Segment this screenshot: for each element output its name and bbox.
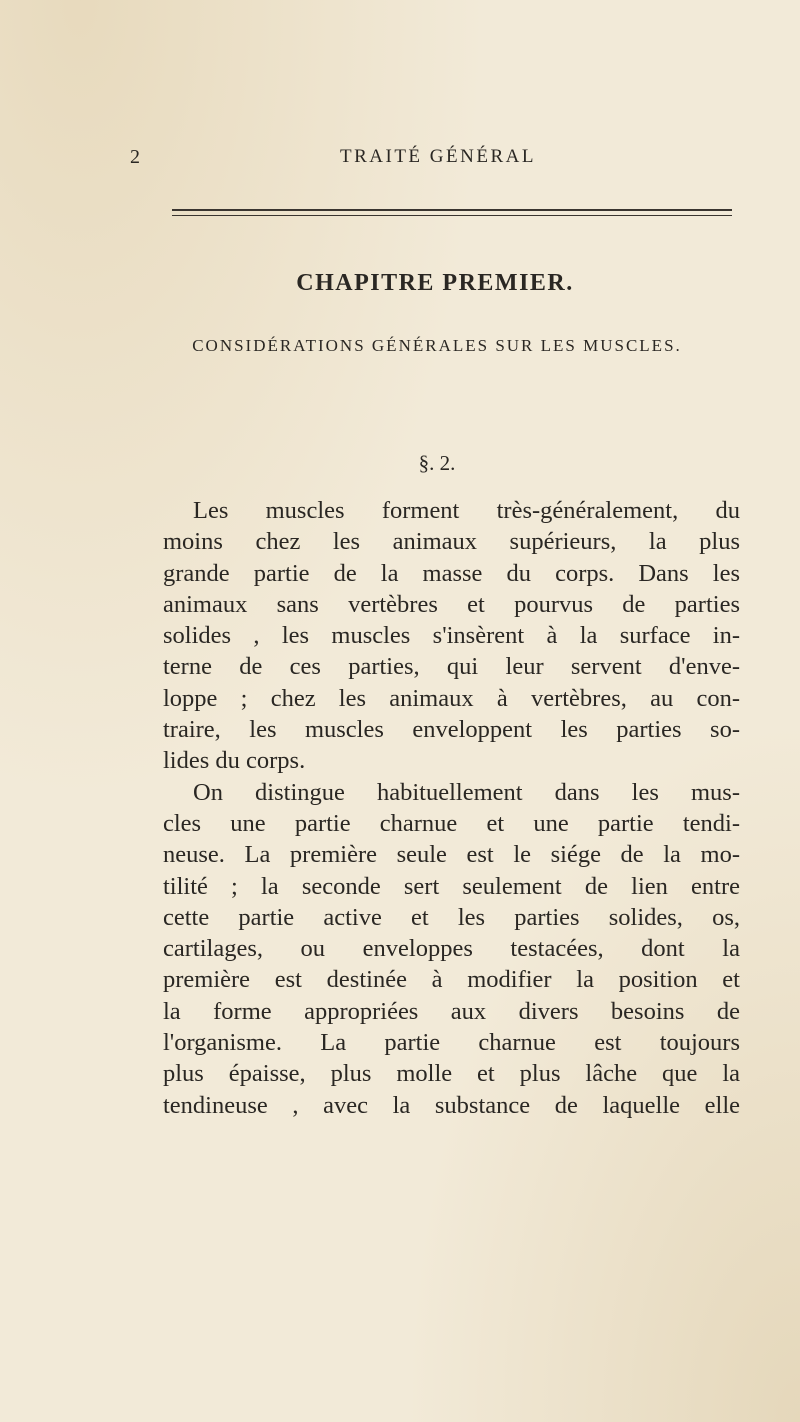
text-line: moins chez les animaux supérieurs, la plus (163, 528, 740, 556)
text-line: cette partie active et les parties solides, os, (163, 903, 740, 931)
text-line: première est destinée à modifier la position et (163, 966, 740, 994)
running-title: TRAITÉ GÉNÉRAL (340, 146, 536, 167)
text-line: animaux sans vertèbres et pourvus de parties (163, 590, 740, 618)
chapter-title: CHAPITRE PREMIER. (296, 270, 574, 296)
text-line: cartilages, ou enveloppes testacées, dont la (163, 935, 740, 963)
text-line: cles une partie charnue et une partie tendi- (163, 809, 740, 837)
text-line: terne de ces parties, qui leur servent d'enve- (163, 653, 740, 681)
text-line: neuse. La première seule est le siége de la mo- (163, 841, 740, 869)
text-line: plus épaisse, plus molle et plus lâche que la (163, 1060, 740, 1088)
body-text (163, 495, 740, 1121)
chapter-rule-thick (172, 209, 732, 211)
text-line: On distingue habituellement dans les mus- (193, 778, 740, 806)
text-line: la forme appropriées aux divers besoins de (163, 997, 740, 1025)
chapter-rule-thin (172, 215, 732, 216)
text-line: grande partie de la masse du corps. Dans les (163, 559, 740, 587)
page-number: 2 (130, 146, 141, 168)
text-line: lides du corps. (163, 747, 306, 775)
text-line: solides , les muscles s'insèrent à la surface in- (163, 622, 740, 650)
text-line: l'organisme. La partie charnue est toujours (163, 1029, 740, 1057)
text-line: loppe ; chez les animaux à vertèbres, au con- (163, 684, 740, 712)
text-line: tilité ; la seconde sert seulement de lien entre (163, 872, 740, 900)
chapter-subtitle: CONSIDÉRATIONS GÉNÉRALES SUR LES MUSCLES. (192, 336, 682, 355)
text-line: Les muscles forment très-généralement, du (193, 497, 740, 524)
text-line: traire, les muscles enveloppent les parties so- (163, 716, 740, 744)
running-head (0, 146, 800, 176)
text-line: tendineuse , avec la substance de laquelle elle (163, 1091, 740, 1119)
section-label: §. 2. (418, 451, 456, 475)
